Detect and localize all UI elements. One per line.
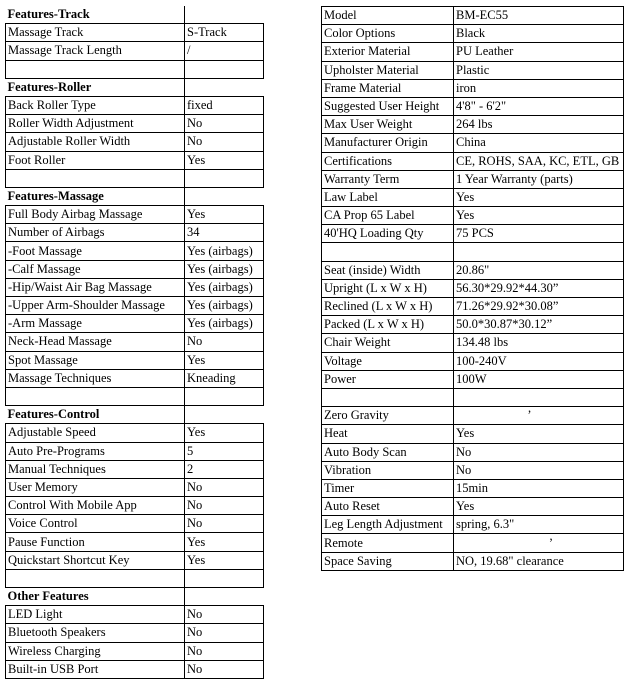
spec-value: 134.48 lbs <box>454 334 624 352</box>
spec-row <box>6 206 264 224</box>
spec-label: Adjustable Roller Width <box>6 133 185 151</box>
spec-value: No <box>185 515 264 533</box>
spec-value: 100W <box>454 370 624 388</box>
spec-row <box>322 261 624 279</box>
spec-value: 2 <box>185 460 264 478</box>
spec-label: -Foot Massage <box>6 242 185 260</box>
spec-row <box>6 642 264 660</box>
spec-value: China <box>454 134 624 152</box>
spec-label: LED Light <box>6 606 185 624</box>
section-header-row <box>6 588 264 606</box>
spec-row <box>6 278 264 296</box>
spec-label: Upright (L x W x H) <box>322 279 454 297</box>
spec-value: NO, 19.68" clearance <box>454 552 624 570</box>
spec-value: 1 Year Warranty (parts) <box>454 170 624 188</box>
spec-label: Upholster Material <box>322 61 454 79</box>
spec-row <box>322 479 624 497</box>
section-title: Features-Track <box>6 6 185 24</box>
spec-value: PU Leather <box>454 43 624 61</box>
spec-label: Timer <box>322 479 454 497</box>
spec-row <box>322 25 624 43</box>
empty-cell <box>322 243 454 261</box>
spec-value: Yes <box>185 424 264 442</box>
spacer-row <box>6 569 264 587</box>
spacer-row <box>6 169 264 187</box>
spec-row <box>322 425 624 443</box>
spec-value: Yes (airbags) <box>185 242 264 260</box>
spec-label: Vibration <box>322 461 454 479</box>
spec-label: Voice Control <box>6 515 185 533</box>
section-empty-cell <box>185 588 264 606</box>
spec-label: Bluetooth Speakers <box>6 624 185 642</box>
spec-value: No <box>185 624 264 642</box>
spec-label: Remote <box>322 534 454 552</box>
spec-value: 5 <box>185 442 264 460</box>
spec-label: Spot Massage <box>6 351 185 369</box>
spec-row <box>322 188 624 206</box>
spec-row <box>6 551 264 569</box>
spec-label: Auto Body Scan <box>322 443 454 461</box>
section-empty-cell <box>185 6 264 24</box>
empty-cell <box>322 388 454 406</box>
spec-label: Foot Roller <box>6 151 185 169</box>
spec-label: 40'HQ Loading Qty <box>322 225 454 243</box>
spec-value: S-Track <box>185 24 264 42</box>
spec-row <box>6 297 264 315</box>
empty-cell <box>185 569 264 587</box>
spec-value: Plastic <box>454 61 624 79</box>
spec-label: Model <box>322 7 454 25</box>
spec-label: Manufacturer Origin <box>322 134 454 152</box>
spec-row <box>6 460 264 478</box>
spec-row <box>6 224 264 242</box>
spec-value: 75 PCS <box>454 225 624 243</box>
spec-label: Chair Weight <box>322 334 454 352</box>
spec-label: Wireless Charging <box>6 642 185 660</box>
spec-row <box>6 660 264 678</box>
spec-row <box>6 42 264 60</box>
spec-row <box>322 116 624 134</box>
spec-row <box>6 424 264 442</box>
spec-value: 100-240V <box>454 352 624 370</box>
spec-value: 15min <box>454 479 624 497</box>
spec-row <box>6 533 264 551</box>
spec-label: Built-in USB Port <box>6 660 185 678</box>
spec-label: Pause Function <box>6 533 185 551</box>
section-header-row <box>6 6 264 24</box>
spec-row <box>322 552 624 570</box>
spec-row <box>6 333 264 351</box>
spec-row <box>322 461 624 479</box>
spec-label: Certifications <box>322 152 454 170</box>
spec-row <box>6 606 264 624</box>
spec-label: Voltage <box>322 352 454 370</box>
spec-label: Max User Weight <box>322 116 454 134</box>
spec-row <box>6 242 264 260</box>
spec-row <box>322 498 624 516</box>
spec-row <box>6 515 264 533</box>
spec-label: Quickstart Shortcut Key <box>6 551 185 569</box>
spec-value: Yes <box>454 207 624 225</box>
spec-label: Color Options <box>322 25 454 43</box>
spec-value: No <box>185 660 264 678</box>
section-title: Features-Control <box>6 406 185 424</box>
spec-value: No <box>454 443 624 461</box>
spec-row <box>6 151 264 169</box>
empty-cell <box>6 387 185 405</box>
spec-row <box>6 260 264 278</box>
left-spec-table <box>5 6 264 679</box>
spec-row <box>322 279 624 297</box>
spec-value: 4'8" - 6'2" <box>454 97 624 115</box>
spec-label: Warranty Term <box>322 170 454 188</box>
spec-value: 34 <box>185 224 264 242</box>
spec-value: 20.86" <box>454 261 624 279</box>
spacer-row <box>6 387 264 405</box>
empty-cell <box>6 60 185 78</box>
section-header-row <box>6 78 264 96</box>
spec-value: iron <box>454 79 624 97</box>
spec-value: No <box>185 478 264 496</box>
spec-label: Power <box>322 370 454 388</box>
spec-value: fixed <box>185 96 264 114</box>
spec-value: Yes (airbags) <box>185 278 264 296</box>
spec-row <box>322 225 624 243</box>
spec-row <box>322 370 624 388</box>
section-header-row <box>6 406 264 424</box>
spec-value: BM-EC55 <box>454 7 624 25</box>
section-empty-cell <box>185 406 264 424</box>
spec-label: Massage Techniques <box>6 369 185 387</box>
empty-cell <box>454 243 624 261</box>
spec-label: Neck-Head Massage <box>6 333 185 351</box>
spec-row <box>322 79 624 97</box>
spec-label: User Memory <box>6 478 185 496</box>
spec-row <box>322 534 624 552</box>
spec-label: CA Prop 65 Label <box>322 207 454 225</box>
spec-row <box>322 7 624 25</box>
spec-label: Auto Reset <box>322 498 454 516</box>
spec-row <box>322 516 624 534</box>
spec-label: Massage Track Length <box>6 42 185 60</box>
spacer-row <box>322 243 624 261</box>
spec-label: -Arm Massage <box>6 315 185 333</box>
spec-label: Packed (L x W x H) <box>322 316 454 334</box>
spacer-row <box>322 388 624 406</box>
spec-row <box>6 96 264 114</box>
spec-label: Massage Track <box>6 24 185 42</box>
spec-value: Yes (airbags) <box>185 315 264 333</box>
spec-label: Roller Width Adjustment <box>6 115 185 133</box>
spec-row <box>322 316 624 334</box>
spec-value: Yes <box>454 188 624 206</box>
spec-row <box>322 61 624 79</box>
empty-cell <box>185 169 264 187</box>
spec-row <box>322 443 624 461</box>
spec-value: Yes <box>454 425 624 443</box>
spec-row <box>322 152 624 170</box>
spec-row <box>322 134 624 152</box>
spec-label: Back Roller Type <box>6 96 185 114</box>
spacer-row <box>6 60 264 78</box>
spec-label: Control With Mobile App <box>6 497 185 515</box>
spec-value: Yes (airbags) <box>185 297 264 315</box>
spec-row <box>322 207 624 225</box>
spec-label: Leg Length Adjustment <box>322 516 454 534</box>
empty-cell <box>454 388 624 406</box>
right-spec-table <box>321 6 624 571</box>
spec-value: Yes <box>185 533 264 551</box>
spec-row <box>6 351 264 369</box>
spec-value: No <box>185 115 264 133</box>
spec-label: Zero Gravity <box>322 407 454 425</box>
spec-label: Number of Airbags <box>6 224 185 242</box>
spec-value: / <box>185 42 264 60</box>
spec-row <box>6 24 264 42</box>
spec-row <box>6 497 264 515</box>
spec-label: Frame Material <box>322 79 454 97</box>
section-empty-cell <box>185 78 264 96</box>
spec-label: Suggested User Height <box>322 97 454 115</box>
empty-cell <box>185 60 264 78</box>
spec-value: No <box>185 642 264 660</box>
spec-label: -Calf Massage <box>6 260 185 278</box>
spec-row <box>6 315 264 333</box>
spec-value: Yes <box>185 351 264 369</box>
spec-row <box>322 170 624 188</box>
spec-value: Yes <box>185 551 264 569</box>
spec-label: Auto Pre-Programs <box>6 442 185 460</box>
spec-value: CE, ROHS, SAA, KC, ETL, GB <box>454 152 624 170</box>
spec-value: Yes <box>185 151 264 169</box>
section-title: Features-Roller <box>6 78 185 96</box>
spec-label: Space Saving <box>322 552 454 570</box>
spec-value: No <box>185 497 264 515</box>
spec-value: Yes <box>454 498 624 516</box>
section-title: Other Features <box>6 588 185 606</box>
spec-value: ’ <box>454 407 624 425</box>
spec-value: No <box>185 133 264 151</box>
spec-label: Adjustable Speed <box>6 424 185 442</box>
spec-label: Full Body Airbag Massage <box>6 206 185 224</box>
spec-label: Heat <box>322 425 454 443</box>
spec-value: Kneading <box>185 369 264 387</box>
spec-label: Exterior Material <box>322 43 454 61</box>
spec-label: -Hip/Waist Air Bag Massage <box>6 278 185 296</box>
spec-value: Yes (airbags) <box>185 260 264 278</box>
spec-row <box>6 369 264 387</box>
spec-row <box>322 97 624 115</box>
empty-cell <box>185 387 264 405</box>
section-header-row <box>6 187 264 205</box>
spec-label: -Upper Arm-Shoulder Massage <box>6 297 185 315</box>
spec-value: spring, 6.3" <box>454 516 624 534</box>
spec-label: Reclined (L x W x H) <box>322 298 454 316</box>
spec-row <box>6 133 264 151</box>
spec-value: No <box>454 461 624 479</box>
empty-cell <box>6 569 185 587</box>
spec-value: 50.0*30.87*30.12” <box>454 316 624 334</box>
spec-row <box>322 298 624 316</box>
spec-value: Yes <box>185 206 264 224</box>
spec-value: ’ <box>454 534 624 552</box>
spec-row <box>6 478 264 496</box>
spec-value: No <box>185 606 264 624</box>
spec-value: Black <box>454 25 624 43</box>
empty-cell <box>6 169 185 187</box>
spec-row <box>322 334 624 352</box>
spec-label: Seat (inside) Width <box>322 261 454 279</box>
spec-value: No <box>185 333 264 351</box>
spec-value: 264 lbs <box>454 116 624 134</box>
spec-label: Manual Techniques <box>6 460 185 478</box>
spec-row <box>322 352 624 370</box>
spec-row <box>6 115 264 133</box>
section-title: Features-Massage <box>6 187 185 205</box>
spec-value: 56.30*29.92*44.30” <box>454 279 624 297</box>
spec-label: Law Label <box>322 188 454 206</box>
spec-row <box>322 407 624 425</box>
spec-row <box>6 624 264 642</box>
spec-row <box>322 43 624 61</box>
spec-value: 71.26*29.92*30.08” <box>454 298 624 316</box>
spec-row <box>6 442 264 460</box>
section-empty-cell <box>185 187 264 205</box>
